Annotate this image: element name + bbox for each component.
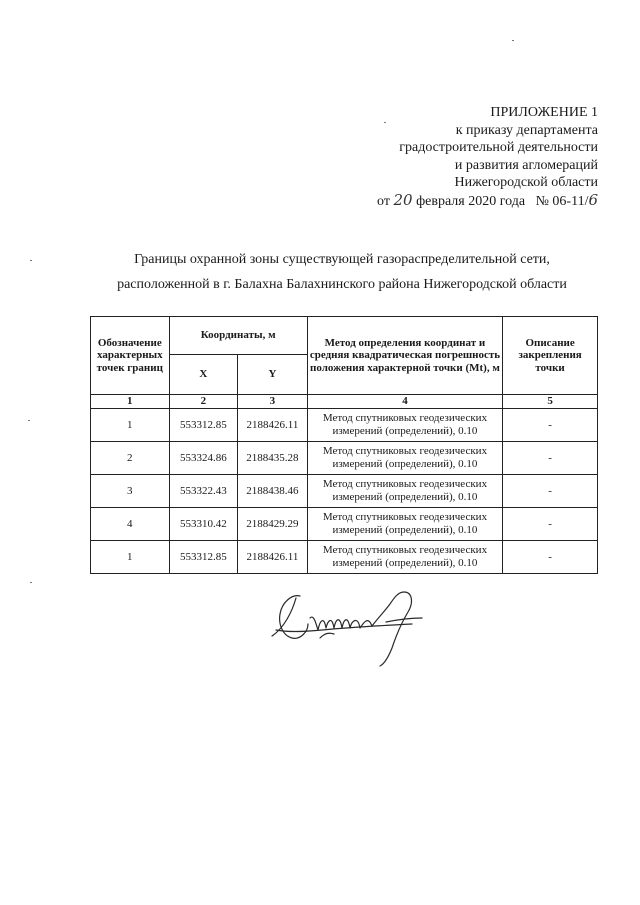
cell-point: 3 xyxy=(91,475,170,508)
cell-y: 2188435.28 xyxy=(238,442,308,475)
cell-y: 2188429.29 xyxy=(238,508,308,541)
order-number-handwritten: 6 xyxy=(588,190,598,209)
header-method: Метод определения координат и средняя квадратическая погрешность положения характерной точки (Mt), м xyxy=(307,317,503,395)
column-number: 5 xyxy=(503,395,598,409)
cell-point: 1 xyxy=(91,541,170,574)
title-line-1: Границы охранной зоны существующей газораспределительной сети, xyxy=(134,252,550,267)
appendix-header xyxy=(377,104,598,211)
cell-method: Метод спутниковых геодезических измерений (определений), 0.10 xyxy=(307,475,503,508)
appendix-region-line: Нижегородской области xyxy=(454,175,598,191)
column-number: 3 xyxy=(238,395,308,409)
date-day-handwritten: 20 xyxy=(393,190,413,209)
header-x: X xyxy=(169,355,238,395)
table-row xyxy=(91,475,598,508)
cell-description: - xyxy=(503,442,598,475)
header-description: Описание закрепления точки xyxy=(503,317,598,395)
cell-x: 553312.85 xyxy=(169,409,238,442)
header-point: Обозначение характерных точек границ xyxy=(91,317,170,395)
cell-point: 1 xyxy=(91,409,170,442)
cell-method: Метод спутниковых геодезических измерений (определений), 0.10 xyxy=(307,508,503,541)
header-y: Y xyxy=(238,355,308,395)
document-title xyxy=(0,247,640,297)
column-number-row xyxy=(91,395,598,409)
header-coordinates: Координаты, м xyxy=(169,317,307,355)
cell-x: 553310.42 xyxy=(169,508,238,541)
cell-method: Метод спутниковых геодезических измерений (определений), 0.10 xyxy=(307,541,503,574)
title-line-2: расположенной в г. Балахна Балахнинского района Нижегородской области xyxy=(117,277,567,292)
appendix-title: ПРИЛОЖЕНИЕ 1 xyxy=(490,105,598,120)
cell-point: 4 xyxy=(91,508,170,541)
cell-x: 553312.85 xyxy=(169,541,238,574)
cell-point: 2 xyxy=(91,442,170,475)
cell-y: 2188426.11 xyxy=(238,541,308,574)
cell-method: Метод спутниковых геодезических измерений (определений), 0.10 xyxy=(307,409,503,442)
handwritten-signature xyxy=(262,588,438,668)
cell-description: - xyxy=(503,508,598,541)
appendix-date-line xyxy=(377,192,598,211)
cell-x: 553322.43 xyxy=(169,475,238,508)
cell-y: 2188426.11 xyxy=(238,409,308,442)
appendix-order-line: к приказу департамента xyxy=(455,122,598,138)
appendix-department-line: градостроительной деятельности xyxy=(399,140,598,156)
column-number: 4 xyxy=(307,395,503,409)
cell-method: Метод спутниковых геодезических измерений (определений), 0.10 xyxy=(307,442,503,475)
cell-description: - xyxy=(503,409,598,442)
cell-y: 2188438.46 xyxy=(238,475,308,508)
date-prefix: от xyxy=(377,193,390,209)
order-number-prefix: № 06-11/ xyxy=(535,193,589,209)
table-header-row xyxy=(91,317,598,355)
cell-x: 553324.86 xyxy=(169,442,238,475)
table-row xyxy=(91,508,598,541)
cell-description: - xyxy=(503,475,598,508)
column-number: 1 xyxy=(91,395,170,409)
table-row xyxy=(91,541,598,574)
table-row xyxy=(91,442,598,475)
coordinates-table xyxy=(90,316,598,574)
column-number: 2 xyxy=(169,395,238,409)
appendix-agglomeration-line: и развития агломераций xyxy=(454,157,598,173)
date-rest: февраля 2020 года xyxy=(416,193,526,209)
table-row xyxy=(91,409,598,442)
cell-description: - xyxy=(503,541,598,574)
